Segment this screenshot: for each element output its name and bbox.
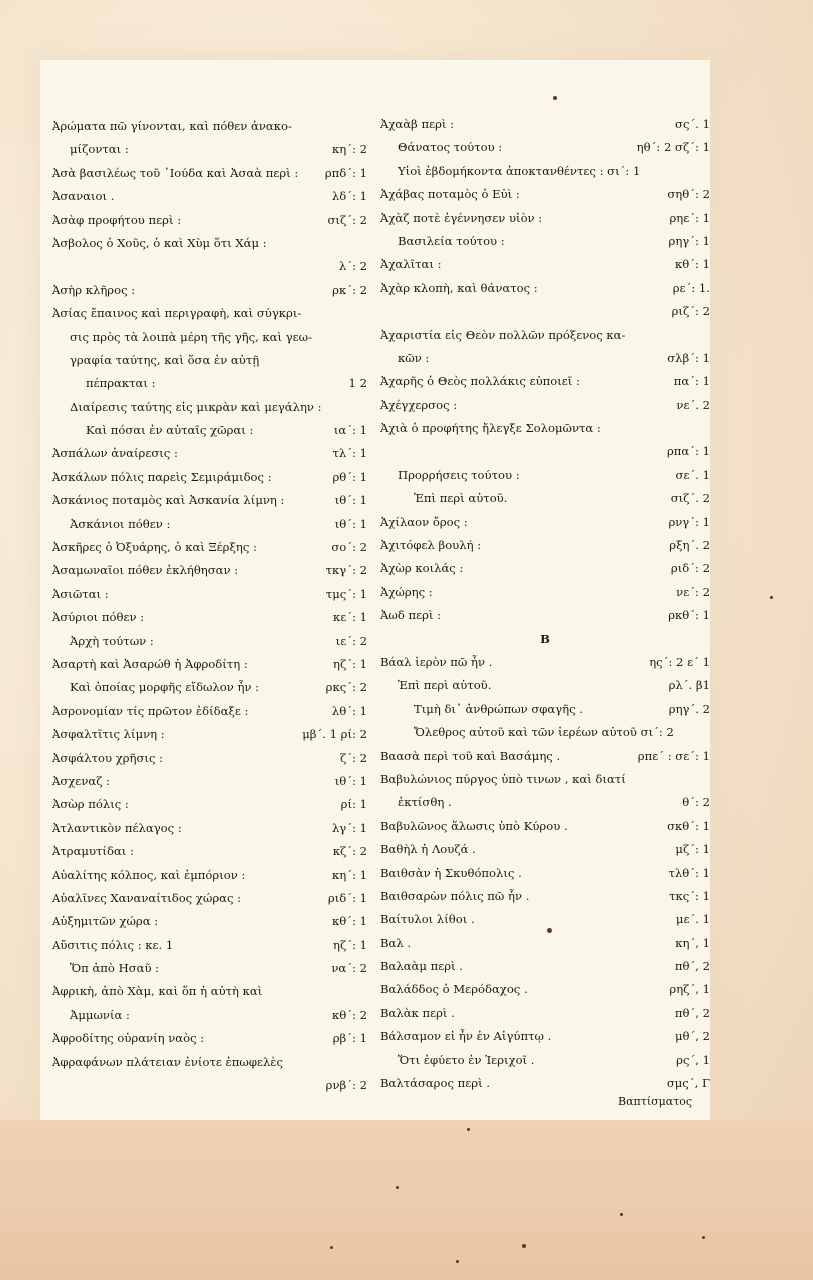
entry-text: Υἱοὶ ἑβδομήκοντα ἀποκτανθέντες : σι΄: 1: [398, 163, 641, 178]
entry-text: Ἀσβολος ὁ Χοῦς, ὁ καὶ Χὺμ ὅτι Χάμ :: [52, 235, 267, 250]
entry-text: Ἀτραμυτίδαι :: [52, 844, 134, 859]
index-entry: [52, 115, 367, 138]
index-entry: [380, 698, 710, 721]
index-entry: [380, 908, 710, 931]
entry-reference: ρθ΄: 1: [332, 469, 367, 484]
entry-text: Ἀχὰρ κλοπὴ, καὶ θάνατος :: [380, 280, 538, 295]
entry-reference: ρε΄: 1.: [672, 280, 710, 295]
entry-text: Ἀσφάλτου χρῆσις :: [52, 750, 164, 765]
right-index-column: [380, 113, 710, 1095]
index-entry: [380, 721, 710, 744]
entry-text: Ἀσὰ βασιλέως τοῦ ᾿Ιούδα καὶ Ἀσαὰ περὶ :: [52, 165, 299, 180]
entry-reference: ρλ΄. β1: [668, 678, 710, 693]
entry-reference: ρκθ΄: 1: [668, 608, 710, 623]
index-entry: [380, 300, 710, 323]
index-entry: [52, 489, 367, 512]
index-entry: [52, 349, 367, 372]
entry-text: Ἀσκῆρες ὁ Ὀξυάρης, ὁ καὶ Ξέρξης :: [52, 540, 257, 555]
entry-text: Ἀφραφάνων πλάτειαν ἐνίοτε ἐπωφελὲς: [52, 1054, 284, 1069]
entry-text: σις πρὸς τὰ λοιπὰ μέρη τῆς γῆς, καὶ γεω-: [70, 329, 313, 344]
entry-reference: ρί: 1: [340, 797, 367, 812]
entry-text: Βαλτάσαρος περὶ .: [380, 1076, 491, 1091]
ink-speck: [522, 1244, 526, 1248]
entry-reference: σε΄. 1: [675, 467, 710, 482]
entry-text: Ἀσκάνιοι πόθεν :: [70, 516, 171, 531]
entry-reference: σηθ΄: 2: [667, 187, 710, 202]
index-entry: [380, 815, 710, 838]
index-entry: [380, 394, 710, 417]
entry-reference: τκς΄: 1: [669, 888, 710, 903]
entry-reference: τκγ΄: 2: [325, 563, 367, 578]
entry-text: Αὐξημιτῶν χώρα :: [52, 914, 159, 929]
entry-reference: νε΄: 2: [676, 584, 710, 599]
entry-text: Ἀχαρῆς ὁ Θεὸς πολλάκις εὐποιεῖ :: [380, 374, 580, 389]
entry-reference: λδ΄: 1: [331, 189, 367, 204]
entry-reference: τμς΄: 1: [325, 586, 367, 601]
entry-text: Ἀσαμωναῖοι πόθεν ἐκλήθησαν :: [52, 563, 239, 578]
index-entry: [52, 793, 367, 816]
entry-reference: κη΄, 1: [675, 935, 710, 950]
entry-text: Αὐαλίτης κόλπος, καὶ ἐμπόριον :: [52, 867, 246, 882]
entry-reference: πθ΄, 2: [674, 1005, 710, 1020]
entry-text: Διαίρεσις ταύτης εἰς μικρὰν καὶ μεγάλην :: [70, 399, 322, 414]
index-entry: [380, 838, 710, 861]
alpha-entries: [380, 113, 710, 628]
entry-reference: σιζ΄: 2: [327, 212, 367, 227]
entry-text: Βαλάδδος ὁ Μερόδαχος .: [380, 982, 528, 997]
index-entry: [52, 840, 367, 863]
entry-reference: κζ΄: 2: [332, 844, 367, 859]
index-entry: [380, 136, 710, 159]
entry-reference: κη΄: 1: [332, 867, 367, 882]
entry-reference: ιθ΄: 1: [334, 493, 367, 508]
entry-text: Ἀμμωνία :: [70, 1007, 130, 1022]
index-entry: [380, 674, 710, 697]
entry-reference: μζ΄: 1: [675, 842, 710, 857]
entry-text: μίζονται :: [70, 142, 129, 157]
entry-text: Ἀσαρτὴ καὶ Ἀσαρώθ ἡ Ἀφροδίτη :: [52, 656, 248, 671]
entry-reference: ρπα΄: 1: [666, 444, 710, 459]
entry-text: Ἀσὰφ προφήτου περὶ :: [52, 212, 182, 227]
index-entry: [52, 583, 367, 606]
index-entry: [380, 745, 710, 768]
entry-reference: ρηγ΄: 1: [668, 233, 710, 248]
entry-text: Βάαλ ἱερὸν πῶ ἦν .: [380, 654, 493, 669]
entry-reference: ρκ΄: 2: [332, 282, 367, 297]
index-entry: [52, 1027, 367, 1050]
entry-reference: ιε΄: 2: [335, 633, 367, 648]
index-entry: [52, 536, 367, 559]
entry-text: Ἀχίλαον ὄρος :: [380, 514, 468, 529]
catchword: Βαπτίσματος: [618, 1095, 693, 1108]
index-entry: [52, 864, 367, 887]
entry-reference: πα΄: 1: [673, 374, 710, 389]
entry-text: Ἀχιτόφελ βουλή :: [380, 538, 482, 553]
entry-reference: σς΄. 1: [675, 117, 710, 131]
entry-reference: κε΄: 1: [332, 610, 367, 625]
entry-reference: ρπδ΄: 1: [324, 165, 367, 180]
entry-reference: ρξη΄. 2: [669, 538, 710, 553]
index-entry: [380, 417, 710, 440]
entry-reference: ριδ΄: 1: [327, 890, 367, 905]
entry-reference: ρηε΄: 1: [669, 210, 710, 225]
index-entry: [380, 253, 710, 276]
entry-text: κῶν :: [398, 350, 430, 365]
index-entry: [380, 604, 710, 627]
index-entry: [380, 768, 710, 791]
index-entry: [52, 910, 367, 933]
entry-reference: σιζ΄. 2: [670, 491, 710, 506]
entry-text: Ἀωδ περὶ :: [380, 608, 442, 623]
index-entry: [52, 419, 367, 442]
entry-text: Βαιθσαρὼν πόλις πῶ ἦν .: [380, 888, 530, 903]
entry-text: Ἀτλαντικὸν πέλαγος :: [52, 820, 182, 835]
index-entry: [380, 978, 710, 1001]
ink-speck: [620, 1213, 623, 1216]
entry-text: ἐκτίσθη .: [398, 795, 452, 810]
left-index-column: [52, 115, 367, 1097]
entry-text: Ἀσιῶται :: [52, 586, 109, 601]
entry-reference: ηζ΄: 1: [333, 656, 367, 671]
entry-reference: θ΄: 2: [682, 795, 710, 810]
entry-text: Ἀσφαλτῖτις λίμνη :: [52, 727, 165, 742]
entry-reference: ρς΄, 1: [676, 1052, 710, 1067]
entry-text: Βαιθσὰν ἡ Σκυθόπολις .: [380, 865, 522, 880]
entry-reference: σλβ΄: 1: [667, 350, 710, 365]
index-entry: [380, 207, 710, 230]
index-entry: [380, 791, 710, 814]
entry-text: Θάνατος τούτου :: [398, 140, 503, 155]
entry-text: Ἀσκάνιος ποταμὸς καὶ Ἀσκανία λίμνη :: [52, 493, 285, 508]
entry-text: Ὅπ ἀπὸ Ησαῦ :: [70, 961, 160, 976]
entry-text: Ἀφρικὴ, ἀπὸ Χὰμ, καὶ ὅπ ἡ αὐτὴ καὶ: [52, 984, 263, 999]
index-entry: [52, 1051, 367, 1074]
entry-reference: ζ΄: 2: [339, 750, 367, 765]
entry-text: Ἀρώματα πῶ γίνονται, καὶ πόθεν ἀνακο-: [52, 119, 292, 133]
index-entry: [52, 606, 367, 629]
entry-text: Ἐπὶ περὶ αὐτοῦ.: [414, 491, 508, 506]
entry-text: Βαασὰ περὶ τοῦ καὶ Βασάμης .: [380, 748, 561, 763]
index-entry: [380, 932, 710, 955]
entry-text: Ἀχαὰβ περὶ :: [380, 117, 455, 131]
entry-text: Βαβυλῶνος ἅλωσις ὑπὸ Κύρου .: [380, 818, 568, 833]
entry-text: Βαθὴλ ἡ Λουζά .: [380, 842, 476, 857]
index-entry: [380, 183, 710, 206]
index-entry: [52, 770, 367, 793]
entry-reference: σκθ΄: 1: [667, 818, 710, 833]
entry-reference: κθ΄: 1: [675, 257, 710, 272]
index-entry: [52, 700, 367, 723]
entry-reference: κθ΄: 1: [332, 914, 367, 929]
index-entry: [380, 651, 710, 674]
entry-text: Ἀσκάλων πόλις παρεὶς Σεμιράμιδος :: [52, 469, 272, 484]
entry-reference: ρνγ΄: 1: [668, 514, 710, 529]
beta-entries: [380, 651, 710, 1095]
ink-speck: [547, 928, 552, 933]
entry-text: Ἀσίας ἔπαινος καὶ περιγραφὴ, καὶ σύγκρι-: [52, 306, 302, 321]
entry-text: Ἐπὶ περὶ αὐτοῦ.: [398, 678, 492, 693]
index-entry: [52, 723, 367, 746]
index-entry: [380, 1002, 710, 1025]
index-entry: [380, 160, 710, 183]
ink-speck: [770, 596, 773, 599]
index-entry: [52, 279, 367, 302]
lower-margin-stain: [0, 1120, 813, 1280]
index-entry: [52, 302, 367, 325]
entry-reference: λ΄: 2: [338, 259, 367, 274]
entry-text: Βασιλεία τούτου :: [398, 233, 505, 248]
entry-text: Βάλσαμον εἰ ἦν ἐν Αἰγύπτῳ .: [380, 1029, 552, 1044]
index-entry: [52, 372, 367, 395]
entry-text: Ἀσρονομίαν τίς πρῶτον ἐδίδαξε :: [52, 703, 249, 718]
entry-text: Προρρήσεις τούτου :: [398, 467, 520, 482]
entry-reference: λγ΄: 1: [331, 820, 367, 835]
entry-text: Καὶ πόσαι ἐν αὐταῖς χῶραι :: [86, 423, 254, 438]
entry-reference: ρηγ΄. 2: [668, 701, 710, 716]
index-entry: [380, 862, 710, 885]
ink-speck: [702, 1236, 705, 1239]
entry-text: Ἀσύριοι πόθεν :: [52, 610, 145, 625]
index-entry: [52, 1074, 367, 1097]
ink-speck: [396, 1186, 399, 1189]
index-entry: [52, 676, 367, 699]
index-entry: [380, 955, 710, 978]
index-entry: [380, 557, 710, 580]
index-entry: [52, 396, 367, 419]
entry-text: Ἀσπάλων ἀναίρεσις :: [52, 446, 178, 461]
index-entry: [380, 885, 710, 908]
index-entry: [52, 442, 367, 465]
entry-reference: ρβ΄: 1: [332, 1031, 367, 1046]
index-entry: [380, 581, 710, 604]
index-entry: [52, 980, 367, 1003]
index-entry: [52, 747, 367, 770]
entry-text: Βαίτυλοι λίθοι .: [380, 912, 475, 927]
ink-speck: [467, 1128, 470, 1131]
entry-reference: νε΄. 2: [676, 397, 710, 412]
entry-reference: ηθ΄: 2 σζ΄: 1: [636, 140, 710, 155]
entry-reference: ιθ΄: 1: [334, 773, 367, 788]
index-entry: [380, 511, 710, 534]
entry-text: Ἀχώρης :: [380, 584, 433, 599]
index-entry: [52, 653, 367, 676]
ink-speck: [456, 1260, 459, 1263]
index-entry: [52, 185, 367, 208]
entry-text: Βαλ .: [380, 935, 412, 950]
entry-text: Ἀχέγχερσος :: [380, 397, 458, 412]
entry-reference: τλθ΄: 1: [668, 865, 710, 880]
entry-text: Τιμὴ δι᾽ ἀνθρώπων σφαγῆς .: [414, 701, 583, 716]
entry-text: Βαβυλώνιος πύργος ὑπὸ τινων , καὶ διατί: [380, 771, 626, 786]
index-entry: [52, 887, 367, 910]
entry-text: Αὐαλῖνες Χαναναίτιδος χώρας :: [52, 890, 242, 905]
entry-text: Ἀρχὴ τούτων :: [70, 633, 154, 648]
index-entry: [52, 232, 367, 255]
entry-reference: ια΄: 1: [333, 423, 367, 438]
entry-text: Ὄλεθρος αὐτοῦ καὶ τῶν ἱερέων αὐτοῦ σι΄: 2: [414, 725, 674, 740]
entry-text: γραφία ταύτης, καὶ ὅσα ἐν αὐτῇ: [70, 352, 260, 367]
entry-text: Ἀσὼρ πόλις :: [52, 797, 129, 812]
index-entry: [52, 1004, 367, 1027]
entry-text: Βαλὰκ περὶ .: [380, 1005, 455, 1020]
entry-text: πέπρακται :: [86, 376, 156, 391]
entry-text: Αὔσιτις πόλις : κε. 1: [52, 937, 174, 952]
entry-reference: ης΄: 2 ε΄ 1: [649, 654, 710, 669]
entry-text: Ἀσὴρ κλῆρος :: [52, 282, 136, 297]
entry-reference: ιθ΄: 1: [334, 516, 367, 531]
entry-text: Ἀχὼρ κοιλάς :: [380, 561, 464, 576]
entry-text: Ἀσαναιοι .: [52, 189, 115, 204]
index-entry: [52, 957, 367, 980]
index-entry: [380, 277, 710, 300]
index-entry: [52, 326, 367, 349]
entry-text: Ἀχὰζ ποτὲ ἐγέννησεν υἱὸν :: [380, 210, 543, 225]
entry-reference: κθ΄: 2: [332, 1007, 367, 1022]
entry-reference: ρπε΄ : σε΄: 1: [637, 748, 710, 763]
entry-text: Ἀχιὰ ὁ προφήτης ἤλεγξε Σολομῶντα :: [380, 421, 601, 436]
index-entry: [52, 630, 367, 653]
index-entry: [52, 559, 367, 582]
entry-reference: ρνβ΄: 2: [325, 1078, 367, 1093]
index-entry: [380, 1072, 710, 1095]
entry-text: Ἀχαριστία εἰς Θεὸν πολλῶν πρόξενος κα-: [380, 327, 626, 342]
entry-reference: ριζ΄: 2: [671, 304, 710, 319]
index-entry: [52, 817, 367, 840]
index-entry: [380, 534, 710, 557]
entry-reference: τλ΄: 1: [332, 446, 367, 461]
entry-reference: μθ΄, 2: [674, 1029, 710, 1044]
section-letter-b: B: [540, 631, 550, 646]
entry-text: Ἀσχεναζ :: [52, 773, 111, 788]
index-entry: [380, 487, 710, 510]
ink-speck: [553, 96, 557, 100]
index-entry: [380, 230, 710, 253]
index-entry: [52, 138, 367, 161]
entry-reference: κη΄: 2: [332, 142, 367, 157]
index-entry: [380, 1025, 710, 1048]
entry-reference: σμς΄, Γ: [666, 1076, 710, 1091]
entry-reference: σο΄: 2: [331, 540, 367, 555]
index-entry: [52, 255, 367, 278]
index-entry: [380, 113, 710, 136]
index-entry: [52, 934, 367, 957]
index-entry: [380, 324, 710, 347]
index-entry: [380, 464, 710, 487]
entry-reference: λθ΄: 1: [331, 703, 367, 718]
entry-text: Ἀχαλῖται :: [380, 257, 442, 272]
entry-reference: ριδ΄: 2: [670, 561, 710, 576]
index-entry: [380, 1049, 710, 1072]
index-entry: [52, 513, 367, 536]
entry-reference: ρηζ΄, 1: [669, 982, 710, 997]
ink-speck: [330, 1246, 333, 1249]
entry-reference: 1 2: [348, 376, 367, 391]
index-entry: [52, 209, 367, 232]
index-entry: [380, 440, 710, 463]
entry-reference: να΄: 2: [331, 961, 367, 976]
entry-reference: μβ΄. 1 ρί: 2: [302, 727, 367, 742]
entry-reference: ηζ΄: 1: [333, 937, 367, 952]
index-entry: [52, 162, 367, 185]
entry-reference: πθ΄, 2: [674, 959, 710, 974]
entry-reference: ρκς΄: 2: [325, 680, 367, 695]
entry-text: Ὅτι ἐφύετο ἐν Ἱεριχοῖ .: [398, 1052, 535, 1067]
entry-text: Βαλαὰμ περὶ .: [380, 959, 463, 974]
entry-text: Ἀφροδίτης οὐρανίη ναὸς :: [52, 1031, 205, 1046]
index-entry: [52, 466, 367, 489]
index-entry: [380, 370, 710, 393]
index-entry: [380, 347, 710, 370]
entry-text: Καὶ ὁποίας μορφῆς εἴδωλον ἦν :: [70, 680, 260, 695]
entry-text: Ἀχάβας ποταμὸς ὁ Εὐὶ :: [380, 187, 520, 202]
entry-reference: με΄. 1: [675, 912, 710, 927]
